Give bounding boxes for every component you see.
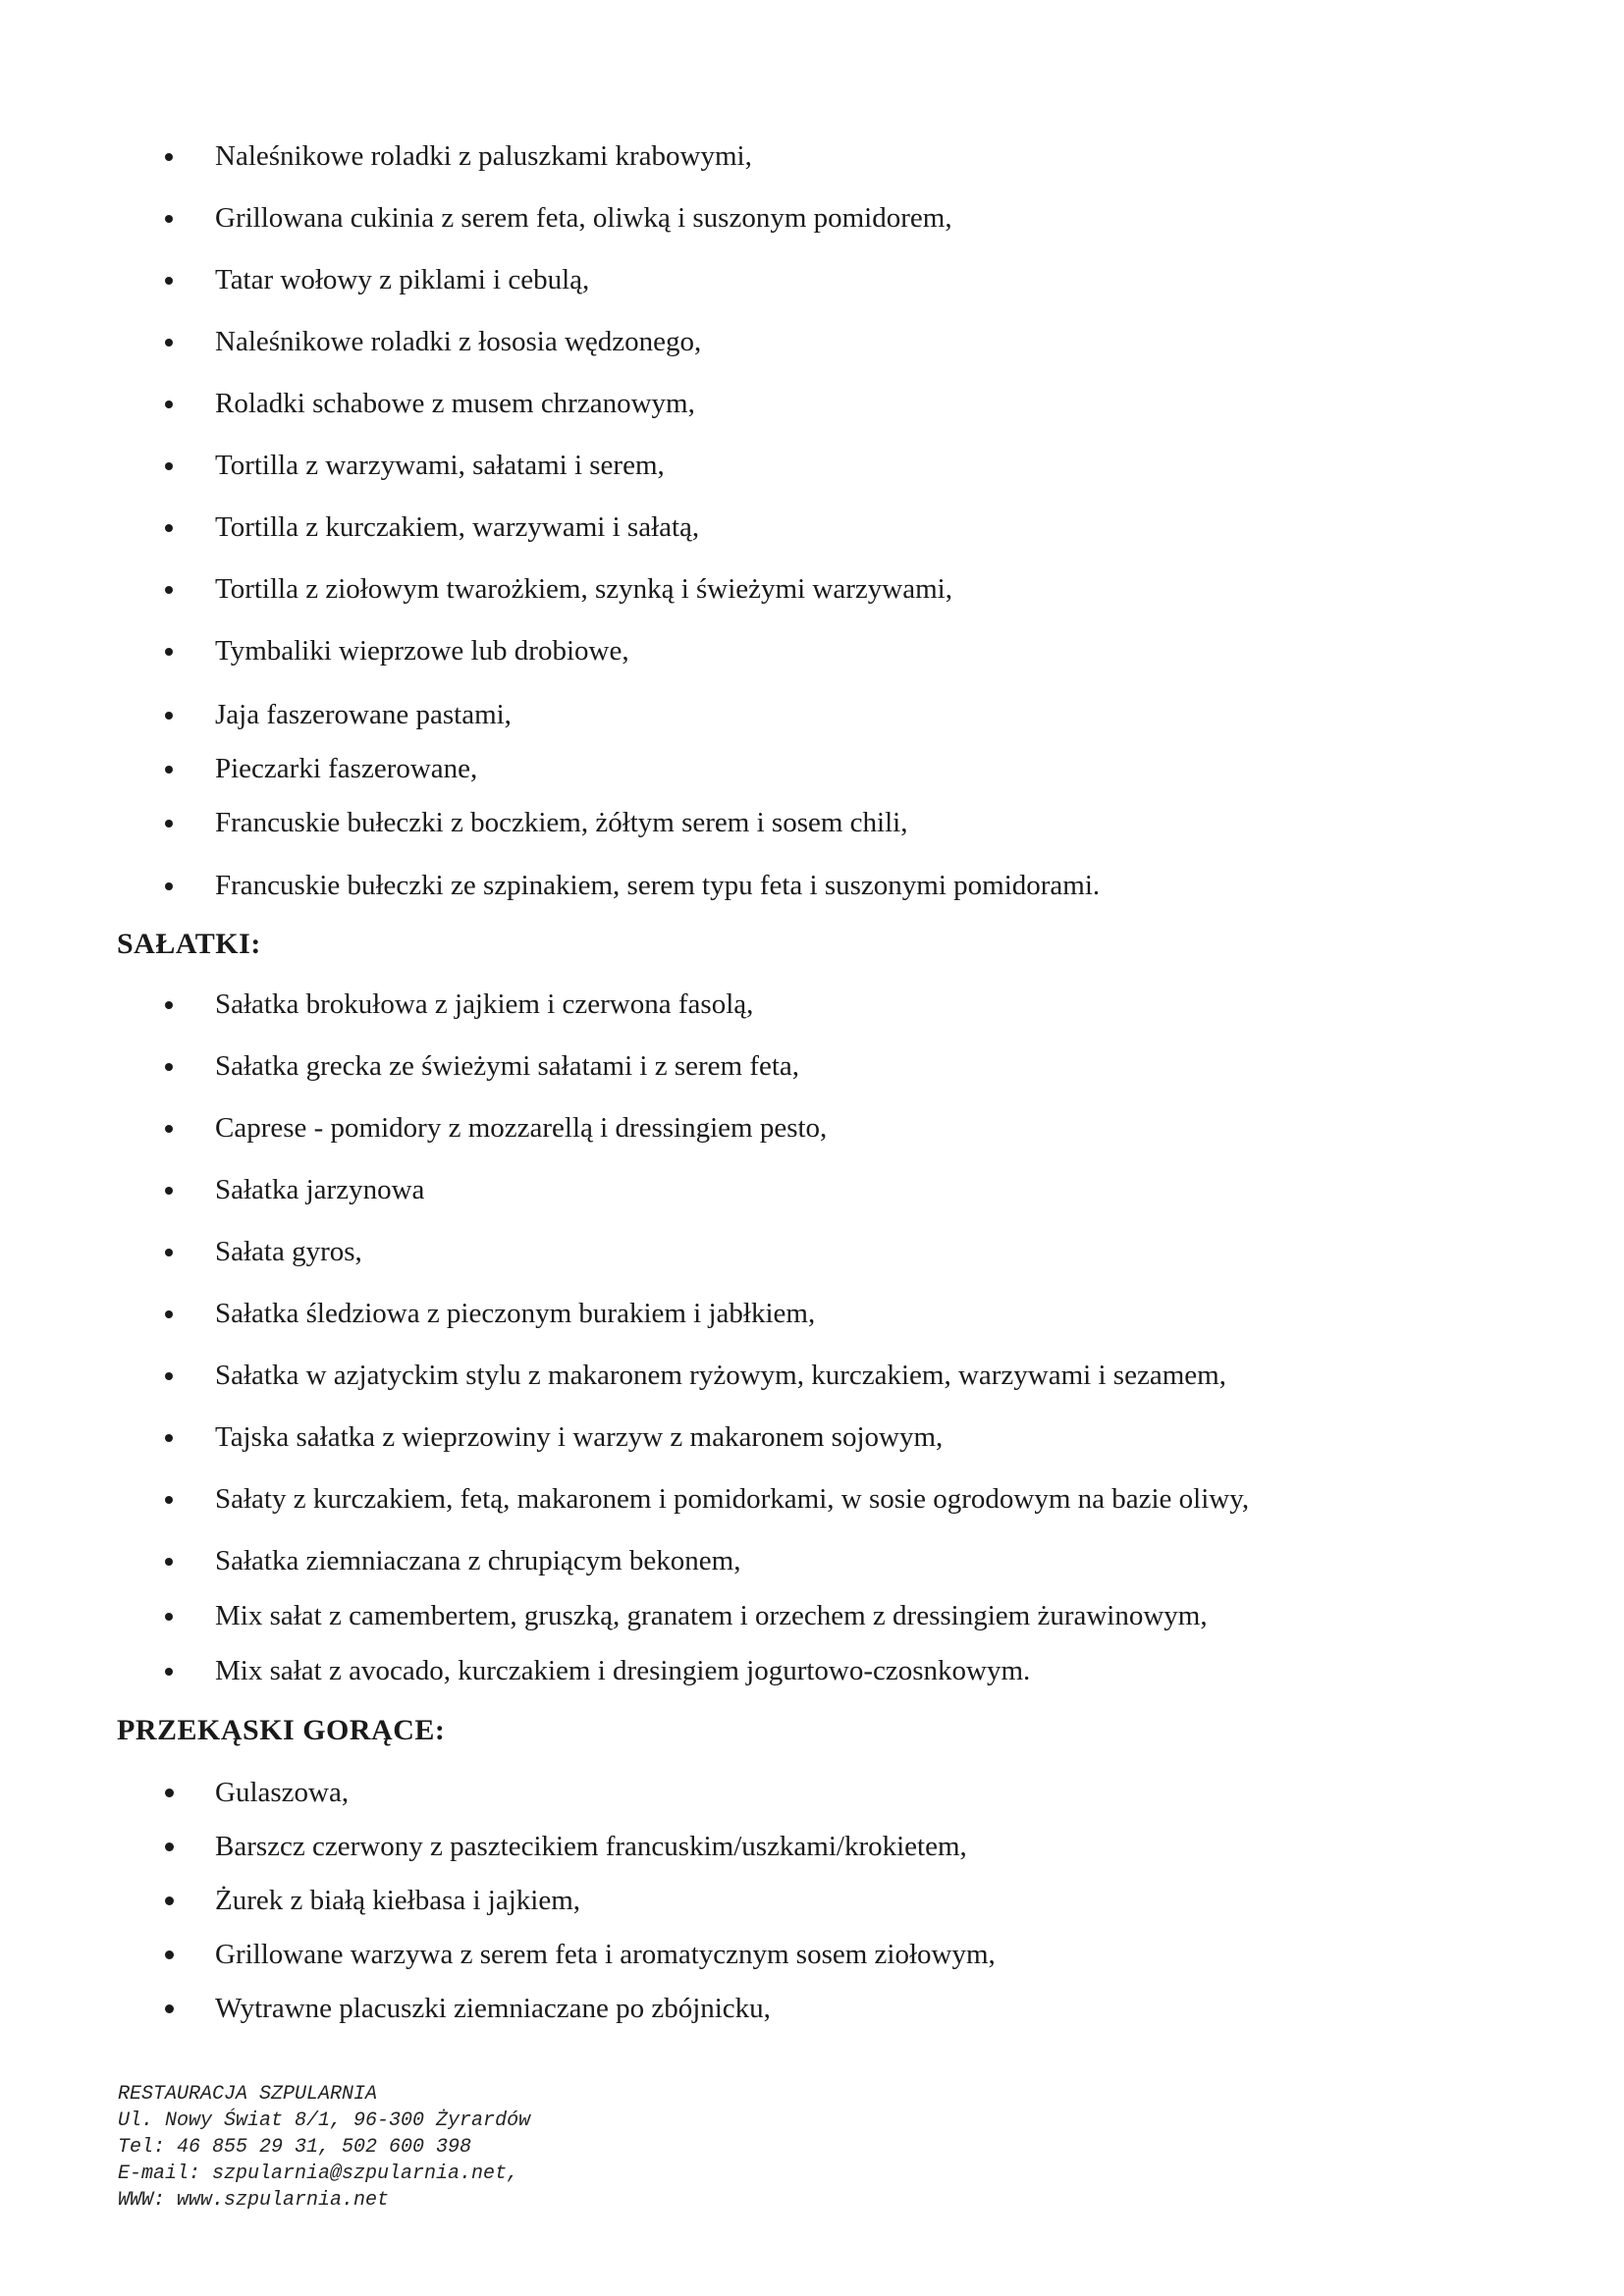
bullet-icon <box>165 1668 173 1676</box>
bullet-icon <box>165 153 173 161</box>
bullet-icon <box>165 766 173 774</box>
list-item: Naleśnikowe roladki z paluszkami krabowymi, <box>0 136 1473 176</box>
list-item: Francuskie bułeczki z boczkiem, żółtym serem i sosem chili, <box>0 803 1473 842</box>
list-item: Sałaty z kurczakiem, fetą, makaronem i pomidorkami, w sosie ogrodowym na bazie oliwy, <box>0 1479 1473 1519</box>
bullet-icon <box>165 820 173 828</box>
bullet-icon <box>165 1842 174 1851</box>
bullet-icon <box>165 1001 173 1009</box>
bullet-icon <box>165 277 173 285</box>
bullet-icon <box>165 2004 174 2013</box>
list-item: Wytrawne placuszki ziemniaczane po zbójnicku, <box>0 1989 1473 2028</box>
list-item: Gulaszowa, <box>0 1773 1473 1812</box>
bullet-icon <box>165 1310 173 1318</box>
list-item: Sałatka ziemniaczana z chrupiącym bekonem, <box>0 1541 1473 1580</box>
list-item: Sałatka grecka ze świeżymi sałatami i z serem feta, <box>0 1046 1473 1086</box>
bullet-icon <box>165 1950 174 1959</box>
list-item: Sałatka brokułowa z jajkiem i czerwona fasolą, <box>0 985 1473 1024</box>
list-item: Barszcz czerwony z pasztecikiem francuskim/uszkami/krokietem, <box>0 1827 1473 1866</box>
list-item: Grillowane warzywa z serem feta i aromatycznym sosem ziołowym, <box>0 1935 1473 1974</box>
bullet-icon <box>165 648 173 656</box>
bullet-icon <box>165 462 173 470</box>
list-item: Grillowana cukinia z serem feta, oliwką i suszonym pomidorem, <box>0 198 1473 238</box>
list-item: Pieczarki faszerowane, <box>0 749 1473 788</box>
footer-contact <box>118 2081 530 2214</box>
bullet-icon <box>165 1187 173 1195</box>
list-item: Caprese - pomidory z mozzarellą i dressingiem pesto, <box>0 1108 1473 1148</box>
bullet-icon <box>165 1896 174 1905</box>
bullet-icon <box>165 1125 173 1133</box>
list-item: Naleśnikowe roladki z łososia wędzonego, <box>0 322 1473 361</box>
list-item: Żurek z białą kiełbasa i jajkiem, <box>0 1881 1473 1920</box>
restaurant-address: Ul. Nowy Świat 8/1, 96-300 Żyrardów <box>118 2109 531 2132</box>
bullet-icon <box>165 882 173 890</box>
bullet-icon <box>165 1372 173 1380</box>
bullet-icon <box>165 400 173 408</box>
bullet-icon <box>165 712 173 720</box>
list-item: Tortilla z ziołowym twarożkiem, szynką i świeżymi warzywami, <box>0 569 1473 609</box>
list-item: Mix sałat z avocado, kurczakiem i dresingiem jogurtowo-czosnkowym. <box>0 1651 1473 1690</box>
restaurant-website: WWW: www.szpularnia.net <box>118 2189 390 2212</box>
list-item: Jaja faszerowane pastami, <box>0 695 1473 734</box>
bullet-icon <box>165 1613 173 1621</box>
hot-appetizers-heading: PRZEKĄSKI GORĄCE: <box>117 1714 446 1746</box>
restaurant-phone: Tel: 46 855 29 31, 502 600 398 <box>118 2136 472 2159</box>
restaurant-name: RESTAURACJA SZPULARNIA <box>118 2083 378 2106</box>
list-item: Tajska sałatka z wieprzowiny i warzyw z makaronem sojowym, <box>0 1417 1473 1457</box>
bullet-icon <box>165 1789 174 1797</box>
list-item: Roladki schabowe z musem chrzanowym, <box>0 384 1473 423</box>
list-item: Sałatka jarzynowa <box>0 1170 1473 1209</box>
bullet-icon <box>165 215 173 223</box>
list-item: Mix sałat z camembertem, gruszką, granatem i orzechem z dressingiem żurawinowym, <box>0 1596 1473 1635</box>
bullet-icon <box>165 1249 173 1256</box>
list-item: Sałatka śledziowa z pieczonym burakiem i jabłkiem, <box>0 1294 1473 1333</box>
list-item: Francuskie bułeczki ze szpinakiem, serem typu feta i suszonymi pomidorami. <box>0 866 1473 905</box>
restaurant-email: E-mail: szpularnia@szpularnia.net, <box>118 2163 519 2185</box>
salads-heading: SAŁATKI: <box>117 928 261 960</box>
list-item: Tymbaliki wieprzowe lub drobiowe, <box>0 631 1473 670</box>
bullet-icon <box>165 524 173 532</box>
list-item: Tortilla z kurczakiem, warzywami i sałatą, <box>0 507 1473 547</box>
bullet-icon <box>165 1558 173 1566</box>
list-item: Sałata gyros, <box>0 1232 1473 1271</box>
list-item: Sałatka w azjatyckim stylu z makaronem ryżowym, kurczakiem, warzywami i sezamem, <box>0 1356 1473 1395</box>
bullet-icon <box>165 1434 173 1442</box>
bullet-icon <box>165 1496 173 1504</box>
list-item: Tortilla z warzywami, sałatami i serem, <box>0 446 1473 485</box>
bullet-icon <box>165 1063 173 1071</box>
bullet-icon <box>165 586 173 594</box>
list-item: Tatar wołowy z piklami i cebulą, <box>0 260 1473 299</box>
bullet-icon <box>165 339 173 347</box>
